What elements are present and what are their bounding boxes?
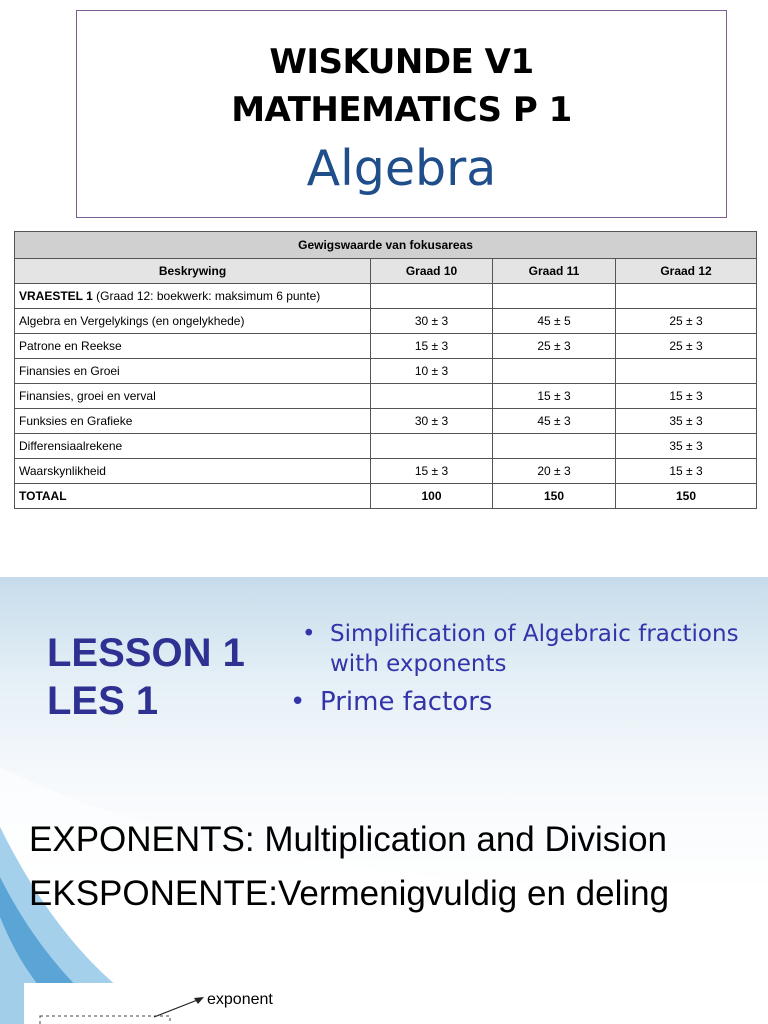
weighting-table-container [14, 231, 756, 509]
table-row [15, 384, 757, 409]
row-label: Algebra en Vergelykings (en ongelykhede) [15, 309, 371, 334]
exponents-heading-afrikaans: EKSPONENTE:Vermenigvuldig en deling [29, 874, 670, 913]
table-body [15, 284, 757, 509]
table-cell: 15 ± 3 [493, 384, 616, 409]
table-cell [371, 284, 493, 309]
lesson-title-afrikaans: LES 1 [47, 679, 159, 723]
table-cell: 100 [371, 484, 493, 509]
table-header-row [15, 259, 757, 284]
table-row [15, 459, 757, 484]
table-cell: 45 ± 3 [493, 409, 616, 434]
bullet-item [290, 619, 760, 679]
lesson-title [47, 629, 245, 725]
row-label: TOTAAL [15, 484, 371, 509]
lesson-slide [0, 577, 768, 1024]
table-cell: 10 ± 3 [371, 359, 493, 384]
table-row [15, 434, 757, 459]
row-label: Finansies, groei en verval [15, 384, 371, 409]
table-cell [616, 284, 757, 309]
table-cell: 25 ± 3 [616, 309, 757, 334]
table-cell: 20 ± 3 [493, 459, 616, 484]
table-caption: Gewigswaarde van fokusareas [15, 232, 757, 259]
paper-label-bold: VRAESTEL 1 [19, 289, 93, 303]
table-cell: 15 ± 3 [371, 459, 493, 484]
column-header: Graad 11 [493, 259, 616, 284]
bullet-item [290, 685, 760, 719]
column-header: Graad 10 [371, 259, 493, 284]
table-cell [493, 434, 616, 459]
row-label: Finansies en Groei [15, 359, 371, 384]
table-cell: 35 ± 3 [616, 434, 757, 459]
row-label: Funksies en Grafieke [15, 409, 371, 434]
table-cell [493, 359, 616, 384]
table-cell: 15 ± 3 [616, 384, 757, 409]
table-cell: 30 ± 3 [371, 409, 493, 434]
bullet-text: Simplification of Algebraic fractions with exponents [330, 621, 739, 677]
bullet-icon: • [302, 621, 316, 647]
column-header: Graad 12 [616, 259, 757, 284]
table-cell: 15 ± 3 [616, 459, 757, 484]
exponents-heading [29, 813, 669, 921]
table-row [15, 409, 757, 434]
table-cell: 30 ± 3 [371, 309, 493, 334]
exponent-diagram [24, 983, 294, 1024]
paper-label [15, 284, 371, 309]
exponents-heading-english: EXPONENTS: Multiplication and Division [29, 820, 668, 859]
row-label: Waarskynlikheid [15, 459, 371, 484]
table-cell [493, 284, 616, 309]
table-cell: 35 ± 3 [616, 409, 757, 434]
column-header: Beskrywing [15, 259, 371, 284]
bullet-text: Prime factors [320, 687, 493, 717]
table-cell [371, 384, 493, 409]
title-afrikaans: WISKUNDE V1 [269, 42, 534, 82]
title-box [76, 10, 727, 218]
bullet-icon: • [290, 687, 306, 717]
row-label: Differensiaalrekene [15, 434, 371, 459]
table-cell: 25 ± 3 [616, 334, 757, 359]
table-cell [616, 359, 757, 384]
weighting-table [14, 231, 757, 509]
table-cell: 150 [493, 484, 616, 509]
table-row-total [15, 484, 757, 509]
row-label: Patrone en Reekse [15, 334, 371, 359]
table-row-paper [15, 284, 757, 309]
title-english: MATHEMATICS P 1 [231, 90, 572, 130]
title-subject: Algebra [306, 140, 497, 197]
table-cell: 15 ± 3 [371, 334, 493, 359]
table-row [15, 359, 757, 384]
table-cell [371, 434, 493, 459]
exponent-label: exponent [207, 991, 273, 1008]
table-cell: 150 [616, 484, 757, 509]
table-cell: 25 ± 3 [493, 334, 616, 359]
table-row [15, 334, 757, 359]
topic-bullets [290, 619, 760, 719]
lesson-title-english: LESSON 1 [47, 631, 245, 675]
table-cell: 45 ± 5 [493, 309, 616, 334]
table-row [15, 309, 757, 334]
paper-label-rest: (Graad 12: boekwerk: maksimum 6 punte) [92, 289, 321, 303]
